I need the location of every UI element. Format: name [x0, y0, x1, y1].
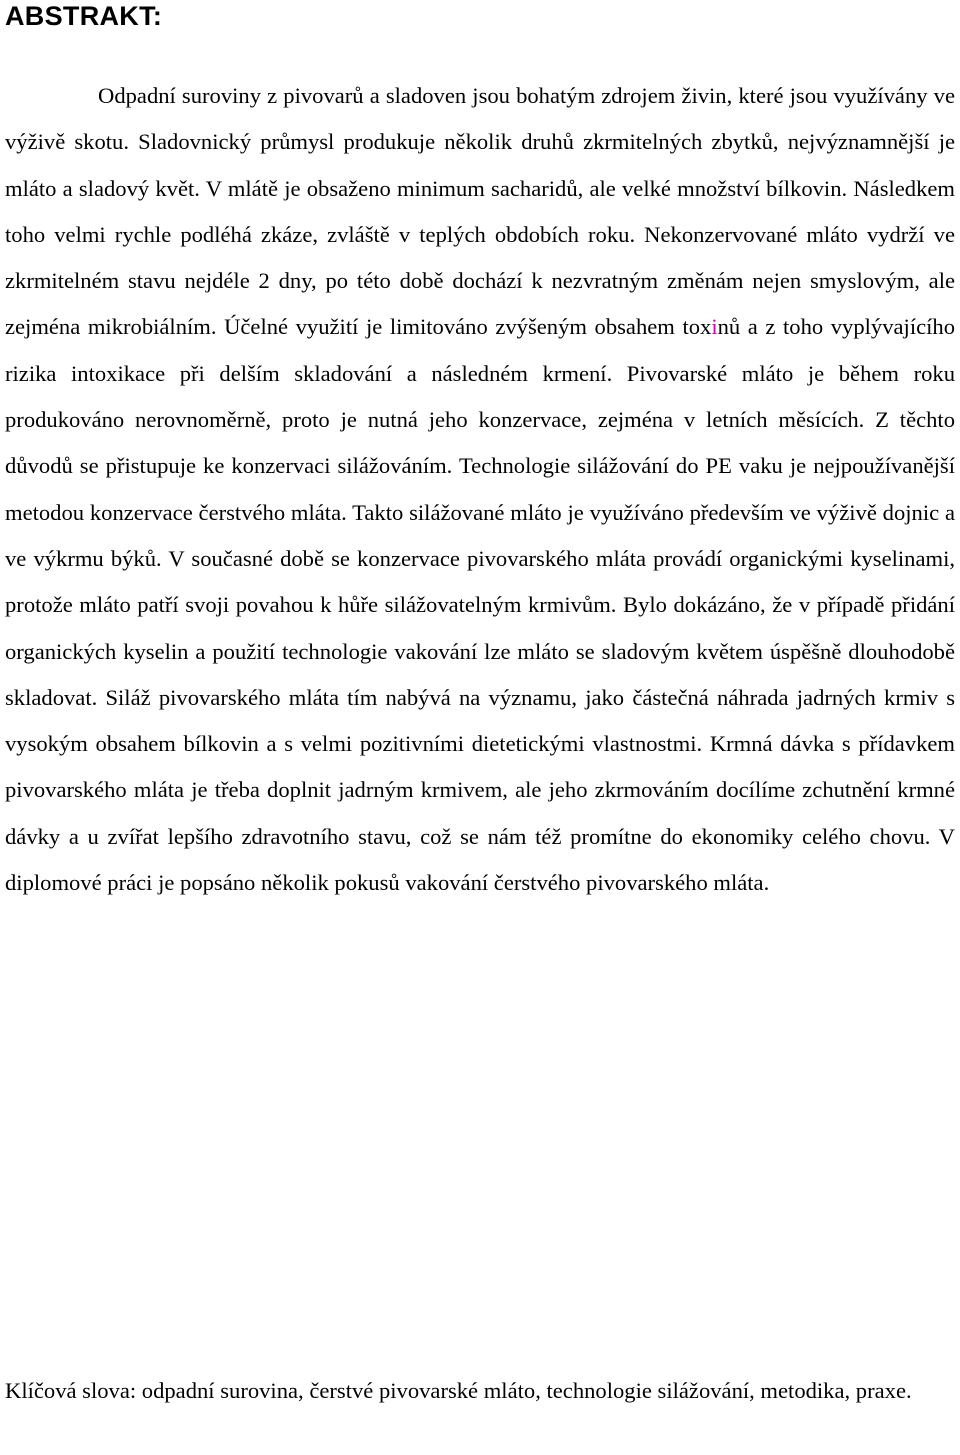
abstract-paragraph: [5, 73, 955, 906]
abstract-heading: ABSTRAKT:: [5, 1, 163, 31]
keywords-paragraph: Klíčová slova: odpadní surovina, čerstvé pivovarské mláto, technologie silážování, metodika, praxe.: [5, 1378, 912, 1403]
abstract-text-part-2: nů a z toho vyplývajícího rizika intoxikace při delším skladování a následném krmení. Pivovarské mláto je během roku produkováno nerovnoměrně, proto je nutná jeho konzervace, zejména v letních měsících. Z těchto důvodů se přistupuje ke konzervaci silážováním. Technologie silážování do PE vaku je nejpoužívanější metodou konzervace čerstvého mláta. Takto silážované mláto je využíváno především ve výživě dojnic a ve výkrmu býků. V současné době se konzervace pivovarského mláta provádí organickými kyselinami, protože mláto patří svoji povahou k hůře silážovatelným krmivům. Bylo dokázáno, že v případě přidání organických kyselin a použití technologie vakování lze mláto se sladovým květem úspěšně dlouhodobě skladovat. Siláž pivovarského mláta tím nabývá na významu, jako částečná náhrada jadrných krmiv s vysokým obsahem bílkovin a s velmi pozitivními dietetickými vlastnostmi. Krmná dávka s přídavkem pivovarského mláta je třeba doplnit jadrným krmivem, ale jeho zkrmováním docílíme zchutnění krmné dávky a u zvířat lepšího zdravotního stavu, což se nám též promítne do ekonomiky celého chovu. V diplomové práci je popsáno několik pokusů vakování čerstvého pivovarského mláta.: [5, 314, 955, 896]
abstract-text-part-1: Odpadní suroviny z pivovarů a sladoven jsou bohatým zdrojem živin, které jsou využívány ve výživě skotu. Sladovnický průmysl produkuje několik druhů zkrmitelných zbytků, nejvýznamnější je mláto a sladový květ. V mlátě je obsaženo minimum sacharidů, ale velké množství bílkovin. Následkem toho velmi rychle podléhá zkáze, zvláště v teplých obdobích roku. Nekonzervované mláto vydrží ve zkrmitelném stavu nejdéle 2 dny, po této době dochází k nezvratným změnám nejen smyslovým, ale zejména mikrobiálním. Účelné využití je limitováno zvýšeným obsahem tox: [5, 83, 955, 340]
abstract-accent-letter: i: [711, 314, 718, 340]
